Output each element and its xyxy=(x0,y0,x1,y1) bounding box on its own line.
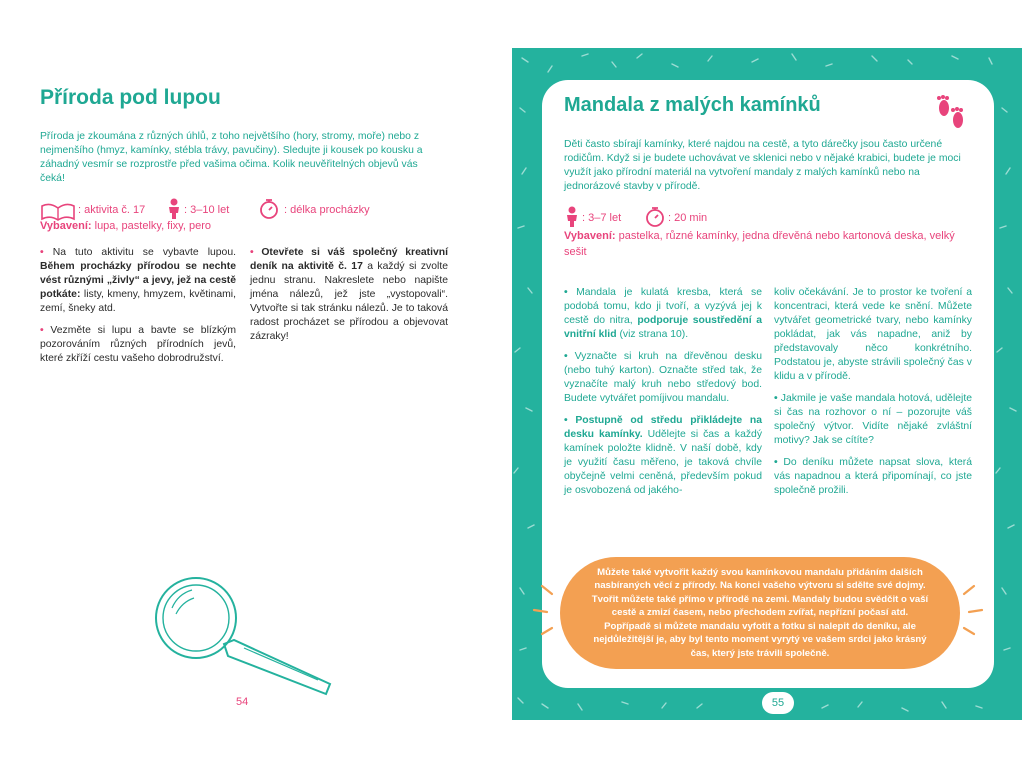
intro-text: Příroda je zkoumána z různých úhlů, z toho největšího (hory, stromy, moře) nebo z nejmenšího (hmyz, kamínky, stébla trávy, pavučiny). Sledujte ji kousek po kousku a záhadný vesmír se rozprostře před vašima očima. Kolik neuvěřitelných objevů vás čeká! xyxy=(40,131,423,184)
paragraph: • Jakmile je vaše mandala hotová, udělejte si čas na rozhovor o ní – pozorujte váš společný výtvor. Vidíte nějaké zvláštní motivy? Jak se cítíte? xyxy=(774,393,973,446)
paragraph: • Do deníku můžete napsat slova, která vás napadnou a která připomínají, co jste společně prožili. xyxy=(774,457,972,496)
legend-duration: : 20 min xyxy=(668,212,708,224)
page-number: 55 xyxy=(762,692,794,714)
legend-age: : 3–10 let xyxy=(184,204,230,216)
right-page xyxy=(512,48,1022,720)
tip-bubble: Můžete také vytvořit každý svou kamínkovou mandalu přidáním dalších nasbíraných věcí z přírody. Na konci vašeho výtvoru si sdělte své dojmy. Tvořit můžete také přímo v přírodě na zemi. Mandaly budou svědčit o vaší cestě a zmizí časem, nebo přechodem zvířat, nepřízní počasí atd. Popřípadě si můžete mandalu vyfotit a fotku si nalepit do deníku, ale nejdůležitější je, aby byl tento moment vyrytý ve vašem srdci jako krásný čas, který jste trávili společně. xyxy=(560,557,960,669)
equipment xyxy=(564,228,974,260)
legend xyxy=(564,208,864,230)
paragraph: koliv očekávání. Je to prostor ke tvoření a koncentraci, která vede ke snění. Můžete vytvářet geometrické tvary, nebo kamínky pokládat, jak vás napadne, aniž by představovaly něco konkrétního. Podstatou je, abyste strávili společný čas v klidu a v přírodě. xyxy=(774,287,972,382)
equipment-value: pastelka, různé kamínky, jedna dřevěná nebo kartonová deska, velký sešit xyxy=(564,230,955,258)
equipment-label: Vybavení: xyxy=(40,220,92,232)
paragraph: • Vyznačte si kruh na dřevěnou desku (nebo tuhý karton). Označte střed tak, že vyznačíte malý kruh nebo středový bod. Budete vytvářet pomíjivou mandalu. xyxy=(564,351,762,404)
stopwatch-icon xyxy=(644,206,666,228)
page-number: 54 xyxy=(236,696,249,708)
magnifying-glass-icon xyxy=(148,568,338,698)
intro-text: Děti často sbírají kamínky, které najdou na cestě, a tyto dárečky jsou často určené rodičům. Když si je budete uchovávat ve sklenici nebo v nějaké krabici, budete je moci využít jako přírodní materiál na vytvoření mandaly z malých kamínků nebo na jednorázové stavby v přírodě. xyxy=(564,139,961,192)
equipment-label: Vybavení: xyxy=(564,230,616,242)
paragraph: • Otevřete si váš společný kreativní deník na aktivitě č. 17 a každý si zvolte jednu stranu. Nakreslete nebo napište jména nálezů, jež jste „vystopovali“. Vytvořte si tak stránku nálezů. Je to taková radost procházet se přírodou a objevovat zázraky! xyxy=(250,247,448,342)
legend-age: : 3–7 let xyxy=(582,212,622,224)
left-column-2 xyxy=(250,246,448,352)
right-column-1 xyxy=(564,286,762,506)
child-icon xyxy=(166,198,182,220)
legend-activity: : aktivita č. 17 xyxy=(78,204,146,216)
legend xyxy=(40,200,500,222)
page-title: Mandala z malých kamínků xyxy=(564,94,821,116)
stopwatch-icon xyxy=(258,198,280,220)
equipment-value: lupa, pastelky, fixy, pero xyxy=(94,220,211,232)
equipment xyxy=(40,220,211,232)
left-column-1 xyxy=(40,246,236,374)
footprints-icon xyxy=(934,94,970,134)
paragraph: • Na tuto aktivitu se vybavte lupou. Během procházky přírodou se nechte vést různými „živly“ a jevy, jež na cestě potkáte: listy, kmeny, hmyzem, květinami, zemí, šneky atd. xyxy=(40,247,237,314)
paragraph: • Mandala je kulatá kresba, která se podobá tomu, kdo ji tvoří, a vyzývá jej k cestě do nitra, podporuje soustředění a vnitřní klid (viz strana 10). xyxy=(564,287,762,340)
paragraph: • Vezměte si lupu a bavte se blízkým pozorováním různých přírodních jevů, které zkříží cestu vašeho dobrodružství. xyxy=(40,325,236,364)
right-column-2 xyxy=(774,286,972,506)
left-page xyxy=(18,48,506,720)
child-icon xyxy=(564,206,580,228)
book-icon xyxy=(40,200,76,222)
legend-duration: : délka procházky xyxy=(284,204,370,216)
page-title: Příroda pod lupou xyxy=(40,86,221,109)
paragraph: • Postupně od středu přikládejte na desku kamínky. Udělejte si čas a každý kamínek položte klidně. V naší době, kdy je využití času měřeno, je taková chvíle obyčejně velmi ceněná, především pokud je osvobozená od jakého- xyxy=(564,415,763,496)
